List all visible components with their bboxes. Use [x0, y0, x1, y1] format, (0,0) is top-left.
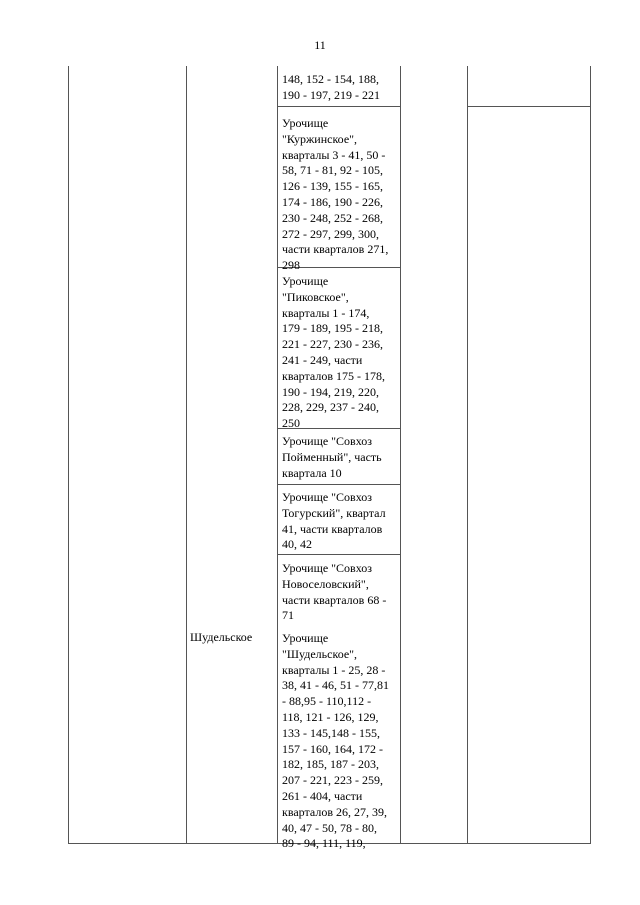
table-cell: Урочище "Пиковское", кварталы 1 - 174, 179 - 189, 195 - 218, 221 - 227, 230 - 236, 241 - 249, части кварталов 175 - 178, 190 - 194, 219, 220, 228, 229, 237 - 240, 250 [282, 274, 385, 431]
row-separator [277, 106, 401, 107]
table-cell: Урочище "Совхоз Пойменный", часть квартала 10 [282, 434, 382, 480]
table-column-divider [277, 66, 278, 844]
row-separator [467, 106, 591, 107]
row-separator [277, 554, 401, 555]
table-cell: Урочище "Шудельское", кварталы 1 - 25, 28 - 38, 41 - 46, 51 - 77,81 - 88,95 - 110,112 - 118, 121 - 126, 129, 133 - 145,148 - 155, 157 - 160, 164, 172 - 182, 185, 187 - 203, 207 - 221, 223 - 259, 261 - 404, части кварталов 26, 27, 39, 40, 47 - 50, 78 - 80, 89 - 94, 111, 119, [282, 631, 389, 851]
table-cell: 148, 152 - 154, 188, 190 - 197, 219 - 221 [282, 72, 380, 102]
page-number: 11 [314, 38, 326, 52]
table-column-divider [467, 66, 468, 844]
table-column-divider [400, 66, 401, 844]
district-name: Шудельское [190, 630, 253, 644]
table-border-right [590, 66, 591, 844]
table-cell: Урочище "Совхоз Новоселовский", части кварталов 68 - 71 [282, 561, 387, 623]
table-column-divider [186, 66, 187, 844]
row-separator [277, 484, 401, 485]
table-cell: Урочище "Куржинское", кварталы 3 - 41, 50 - 58, 71 - 81, 92 - 105, 126 - 139, 155 - 165, 174 - 186, 190 - 226, 230 - 248, 252 - 268, 272 - 297, 299, 300, части кварталов 271, 298 [282, 116, 389, 273]
table-cell: Урочище "Совхоз Тогурский", квартал 41, части кварталов 40, 42 [282, 490, 386, 552]
table-border-left [68, 66, 69, 844]
